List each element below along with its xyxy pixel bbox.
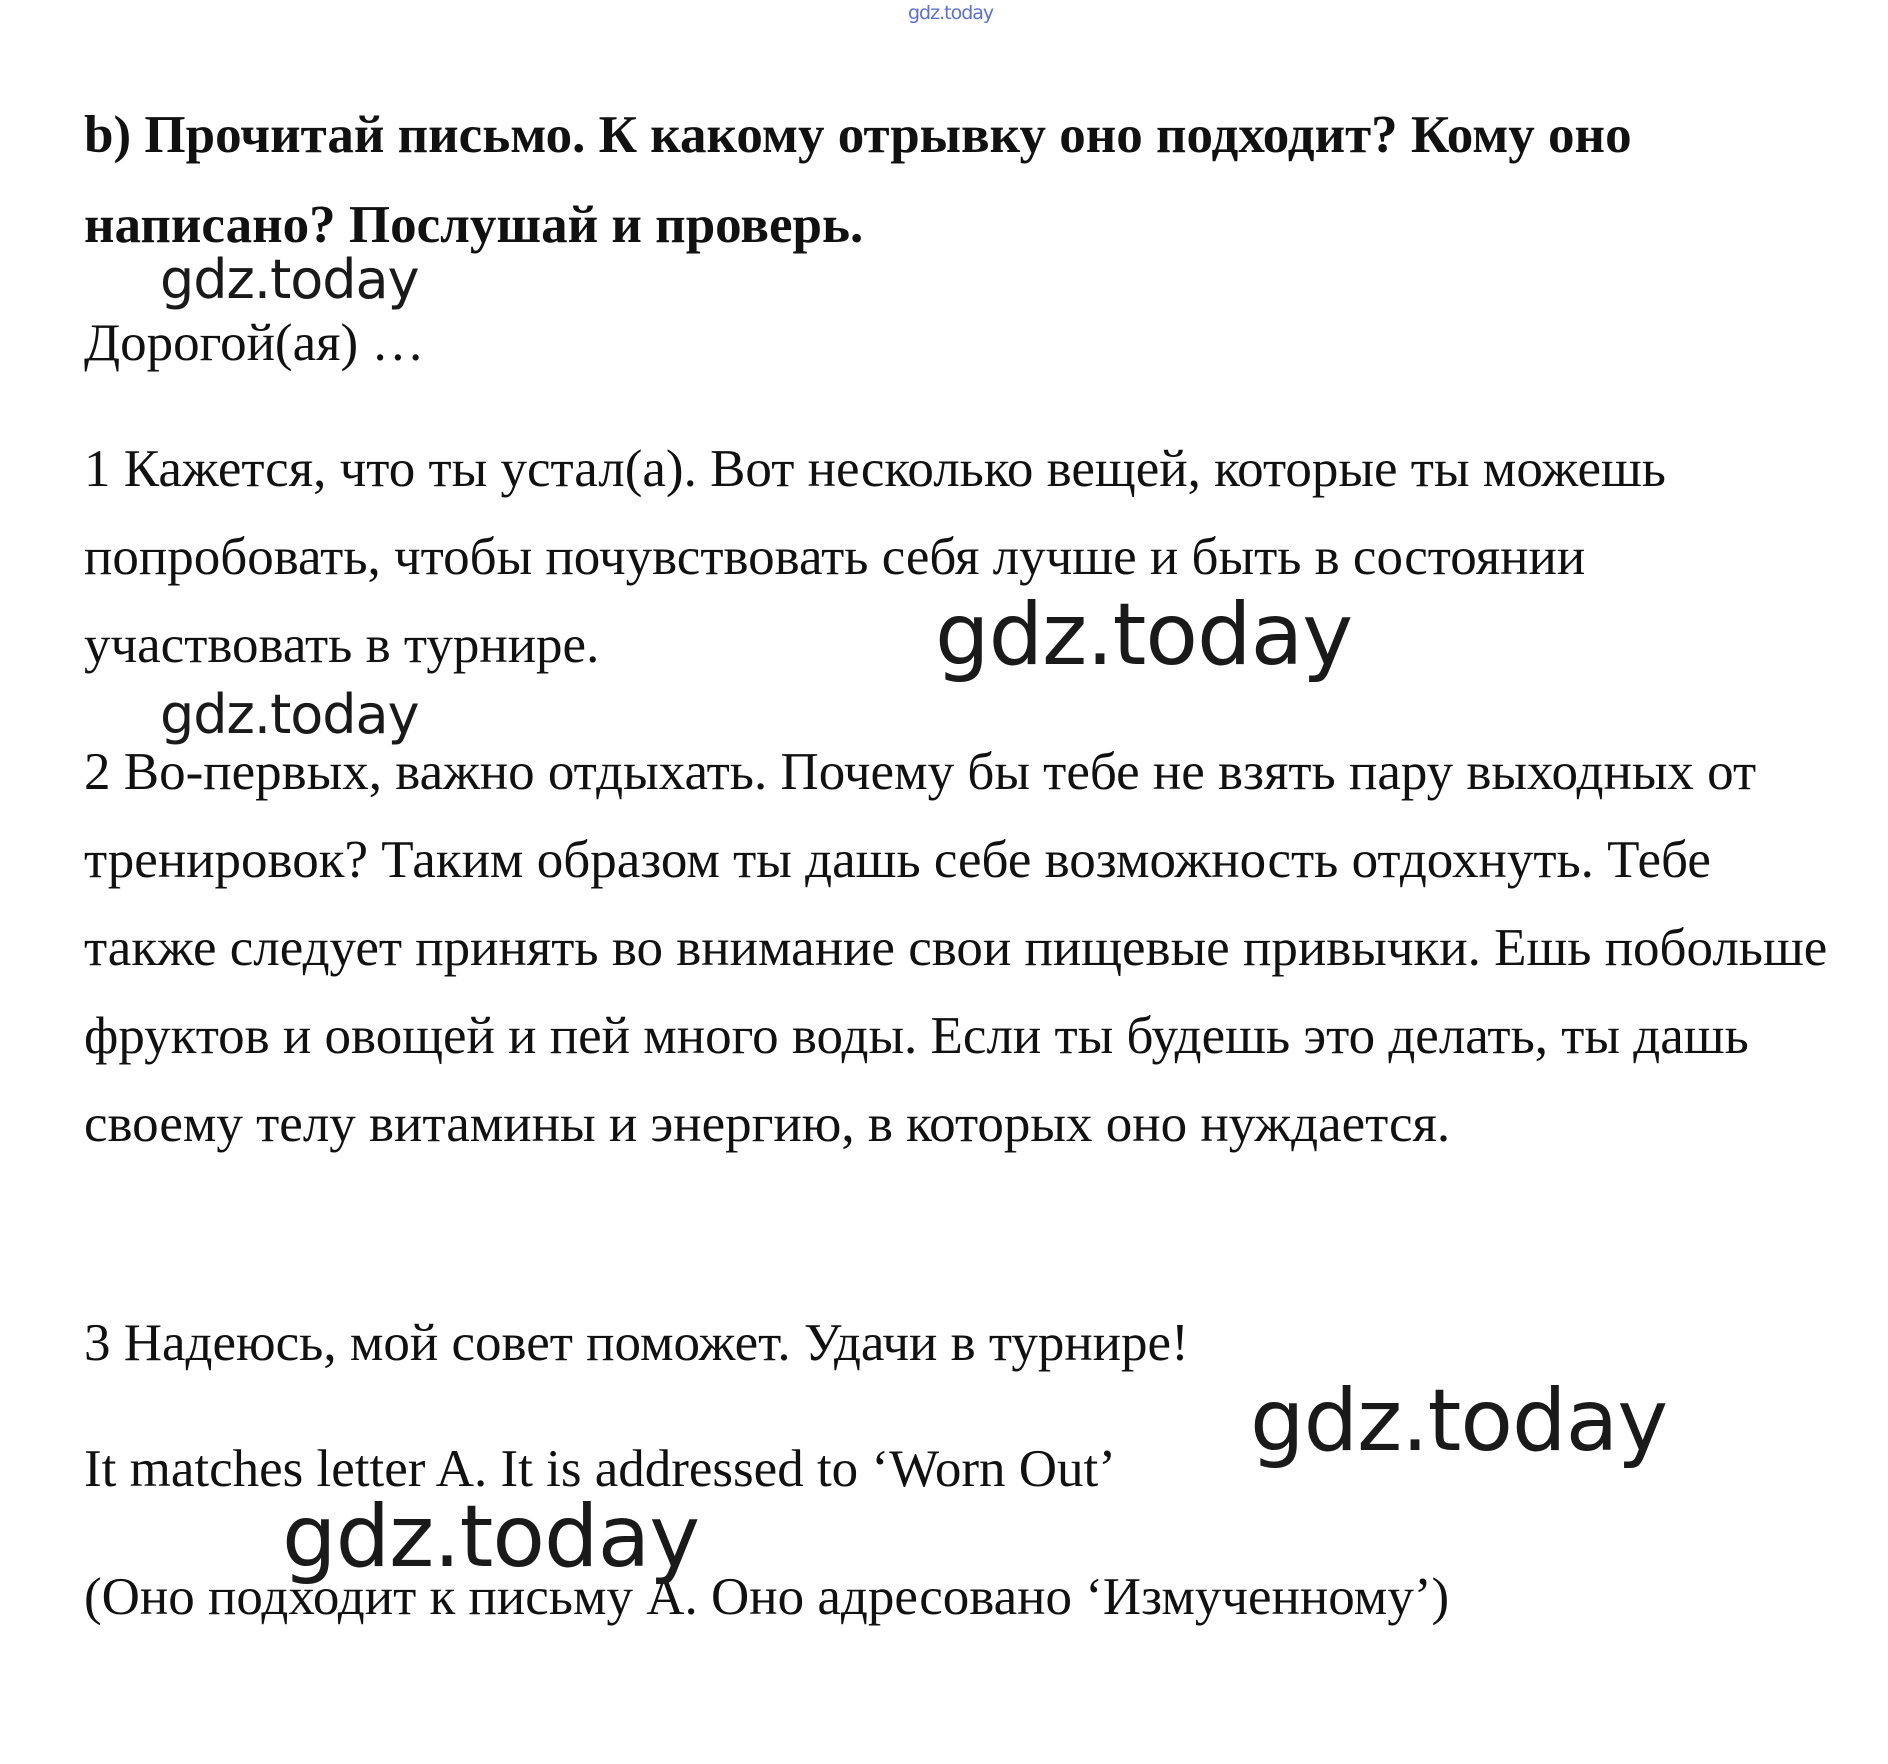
answer-russian: (Оно подходит к письму А. Оно адресовано ‘Измученному’) <box>84 1568 1450 1626</box>
letter-paragraph-3: 3 Надеюсь, мой совет поможет. Удачи в турнире! <box>84 1314 1189 1372</box>
letter-paragraph-1: 1 Кажется, что ты устал(а). Вот несколько вещей, которые ты можешь попробовать, чтобы почувствовать себя лучше и быть в состоянии участвовать в турнире. <box>84 440 1666 674</box>
watermark-3: gdz.today <box>160 683 419 746</box>
watermark-4: gdz.today <box>1250 1371 1668 1471</box>
watermark-5: gdz.today <box>282 1487 700 1587</box>
watermark-1: gdz.today <box>160 248 419 311</box>
task-heading: b) Прочитай письмо. К какому отрывку оно подходит? Кому оно написано? Послушай и проверь. <box>84 106 1632 254</box>
top-watermark: gdz.today <box>908 2 994 24</box>
answer-english: It matches letter A. It is addressed to ‘Worn Out’ <box>84 1440 1116 1498</box>
letter-paragraph-2: 2 Во-первых, важно отдыхать. Почему бы тебе не взять пару выходных от тренировок? Таким образом ты дашь себе возможность отдохнуть. Тебе также следует принять во внимание свои пищевые привычки. Ешь побольше фруктов и овощей и пей много воды. Если ты будешь это делать, ты дашь своему телу витамины и энергию, в которых оно нуждается. <box>84 743 1828 1153</box>
watermark-2: gdz.today <box>935 585 1353 685</box>
letter-greeting: Дорогой(ая) … <box>84 314 425 372</box>
